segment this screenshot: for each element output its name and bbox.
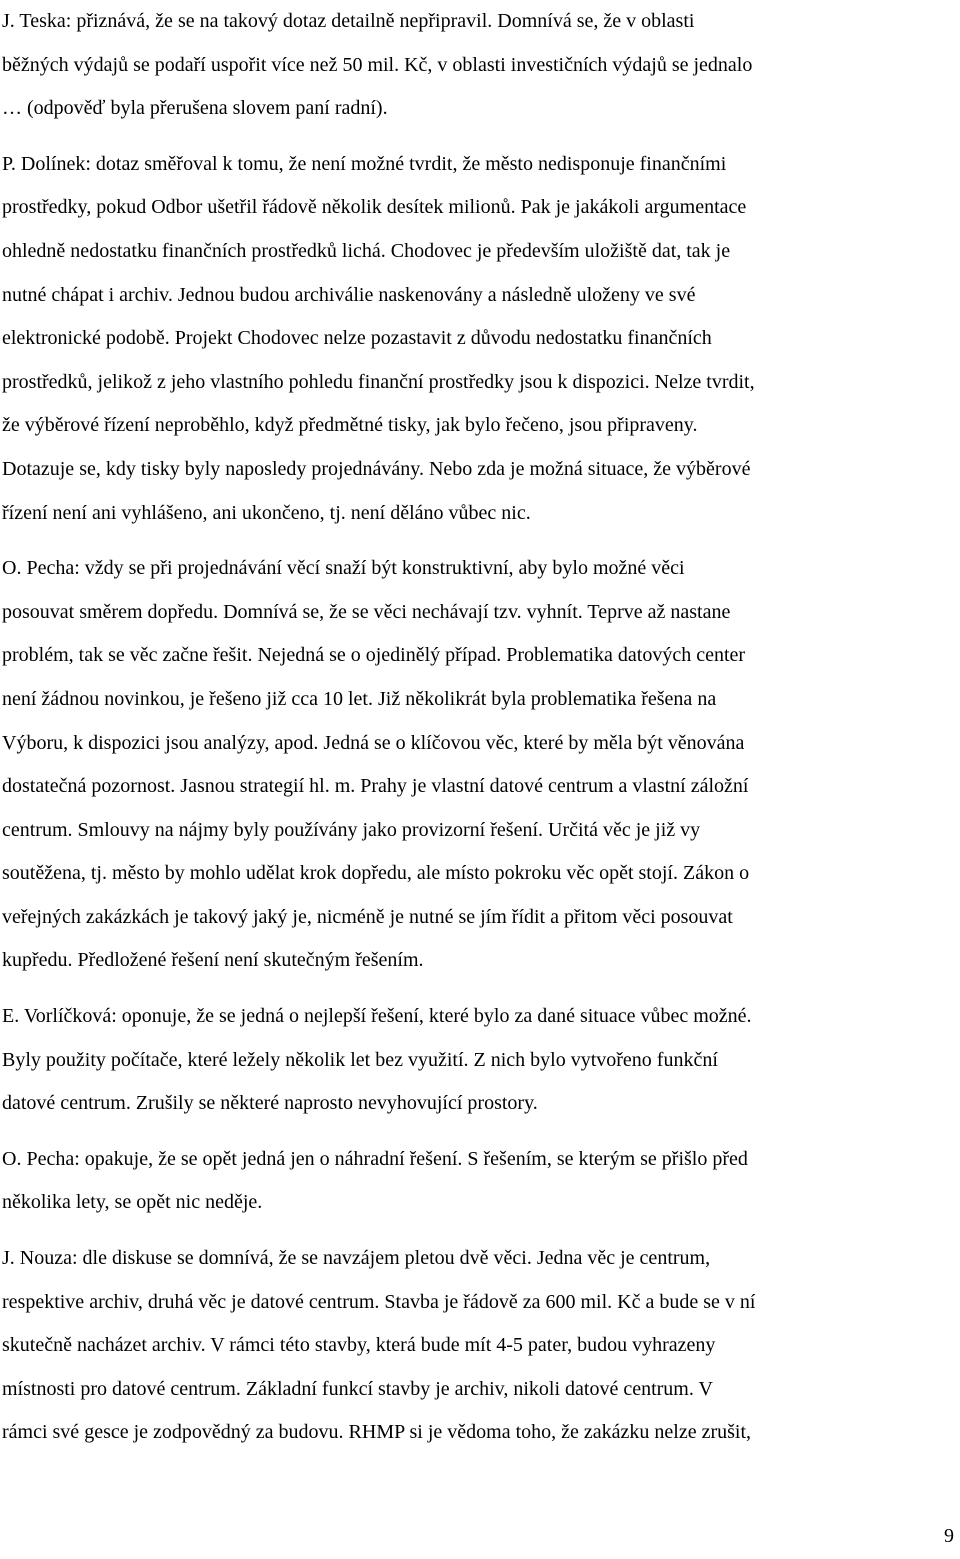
text-line: není žádnou novinkou, je řešeno již cca 10 let. Již několikrát byla problematika řešena na [2, 687, 717, 710]
text-line: centrum. Smlouvy na nájmy byly používány jako provizorní řešení. Určitá věc je již vy [2, 818, 701, 841]
text-line: nutné chápat i archiv. Jednou budou archiválie naskenovány a následně uloženy ve své [2, 283, 696, 306]
text-line: několika lety, se opět nic neděje. [2, 1191, 263, 1214]
paragraph [2, 1237, 958, 1455]
text-line: soutěžena, tj. město by mohlo udělat krok dopředu, ale místo pokroku věc opět stojí. Zákon o [2, 862, 750, 885]
text-line: rámci své gesce je zodpovědný za budovu. RHMP si je vědoma toho, že zakázku nelze zrušit, [2, 1421, 752, 1444]
text-line: J. Nouza: dle diskuse se domnívá, že se navzájem pletou dvě věci. Jedna věc je centrum, [2, 1247, 711, 1270]
text-line: O. Pecha: opakuje, že se opět jedná jen o náhradní řešení. S řešením, se kterým se přišlo před [2, 1147, 748, 1170]
paragraph [2, 547, 958, 983]
text-line: Dotazuje se, kdy tisky byly naposledy projednávány. Nebo zda je možná situace, že výběrové [2, 457, 751, 480]
paragraph [2, 0, 958, 131]
paragraph [2, 1138, 958, 1225]
page-number: 9 [944, 1525, 954, 1547]
text-line: prostředky, pokud Odbor ušetřil řádově několik desítek milionů. Pak je jakákoli argumentace [2, 196, 747, 219]
text-line: posouvat směrem dopředu. Domnívá se, že se věci nechávají tzv. vyhnít. Teprve až nastane [2, 600, 731, 623]
paragraph [2, 995, 958, 1126]
document-page [2, 0, 958, 1467]
text-line: Byly použity počítače, které ležely několik let bez využití. Z nich bylo vytvořeno funkční [2, 1048, 718, 1071]
text-line: běžných výdajů se podaří uspořit více než 50 mil. Kč, v oblasti investičních výdajů se jednalo [2, 53, 753, 76]
text-line: místnosti pro datové centrum. Základní funkcí stavby je archiv, nikoli datové centrum. V [2, 1377, 713, 1400]
text-line: O. Pecha: vždy se při projednávání věcí snaží být konstruktivní, aby bylo možné věci [2, 557, 685, 580]
text-line: Výboru, k dispozici jsou analýzy, apod. Jedná se o klíčovou věc, které by měla být věnována [2, 731, 745, 754]
text-line: veřejných zakázkách je takový jaký je, nicméně je nutné se jím řídit a přitom věci posouvat [2, 905, 733, 928]
text-line: elektronické podobě. Projekt Chodovec nelze pozastavit z důvodu nedostatku finančních [2, 327, 712, 350]
text-line: kupředu. Předložené řešení není skutečným řešením. [2, 949, 424, 972]
text-line: že výběrové řízení neproběhlo, když předmětné tisky, jak bylo řečeno, jsou připraveny. [2, 414, 698, 437]
text-line: dostatečná pozornost. Jasnou strategií hl. m. Prahy je vlastní datové centrum a vlastní záložní [2, 775, 749, 798]
document-body [2, 0, 958, 1455]
text-line: J. Teska: přiznává, že se na takový dotaz detailně nepřipravil. Domnívá se, že v oblasti [2, 10, 695, 32]
paragraph [2, 143, 958, 535]
text-line: P. Dolínek: dotaz směřoval k tomu, že není možné tvrdit, že město nedisponuje finančními [2, 152, 727, 175]
text-line: prostředků, jelikož z jeho vlastního pohledu finanční prostředky jsou k dispozici. Nelze tvrdit, [2, 370, 755, 393]
text-line: … (odpověď byla přerušena slovem paní radní). [2, 97, 388, 120]
text-line: řízení není ani vyhlášeno, ani ukončeno, tj. není děláno vůbec nic. [2, 501, 531, 524]
text-line: datové centrum. Zrušily se některé naprosto nevyhovující prostory. [2, 1092, 538, 1115]
text-line: respektive archiv, druhá věc je datové centrum. Stavba je řádově za 600 mil. Kč a bude se v ní [2, 1290, 756, 1313]
text-line: E. Vorlíčková: oponuje, že se jedná o nejlepší řešení, které bylo za dané situace vůbec možné. [2, 1005, 752, 1028]
text-line: skutečně nacházet archiv. V rámci této stavby, která bude mít 4-5 pater, budou vyhrazeny [2, 1334, 716, 1357]
text-line: problém, tak se věc začne řešit. Nejedná se o ojedinělý případ. Problematika datových center [2, 644, 746, 667]
text-line: ohledně nedostatku finančních prostředků lichá. Chodovec je především uložiště dat, tak je [2, 239, 731, 262]
